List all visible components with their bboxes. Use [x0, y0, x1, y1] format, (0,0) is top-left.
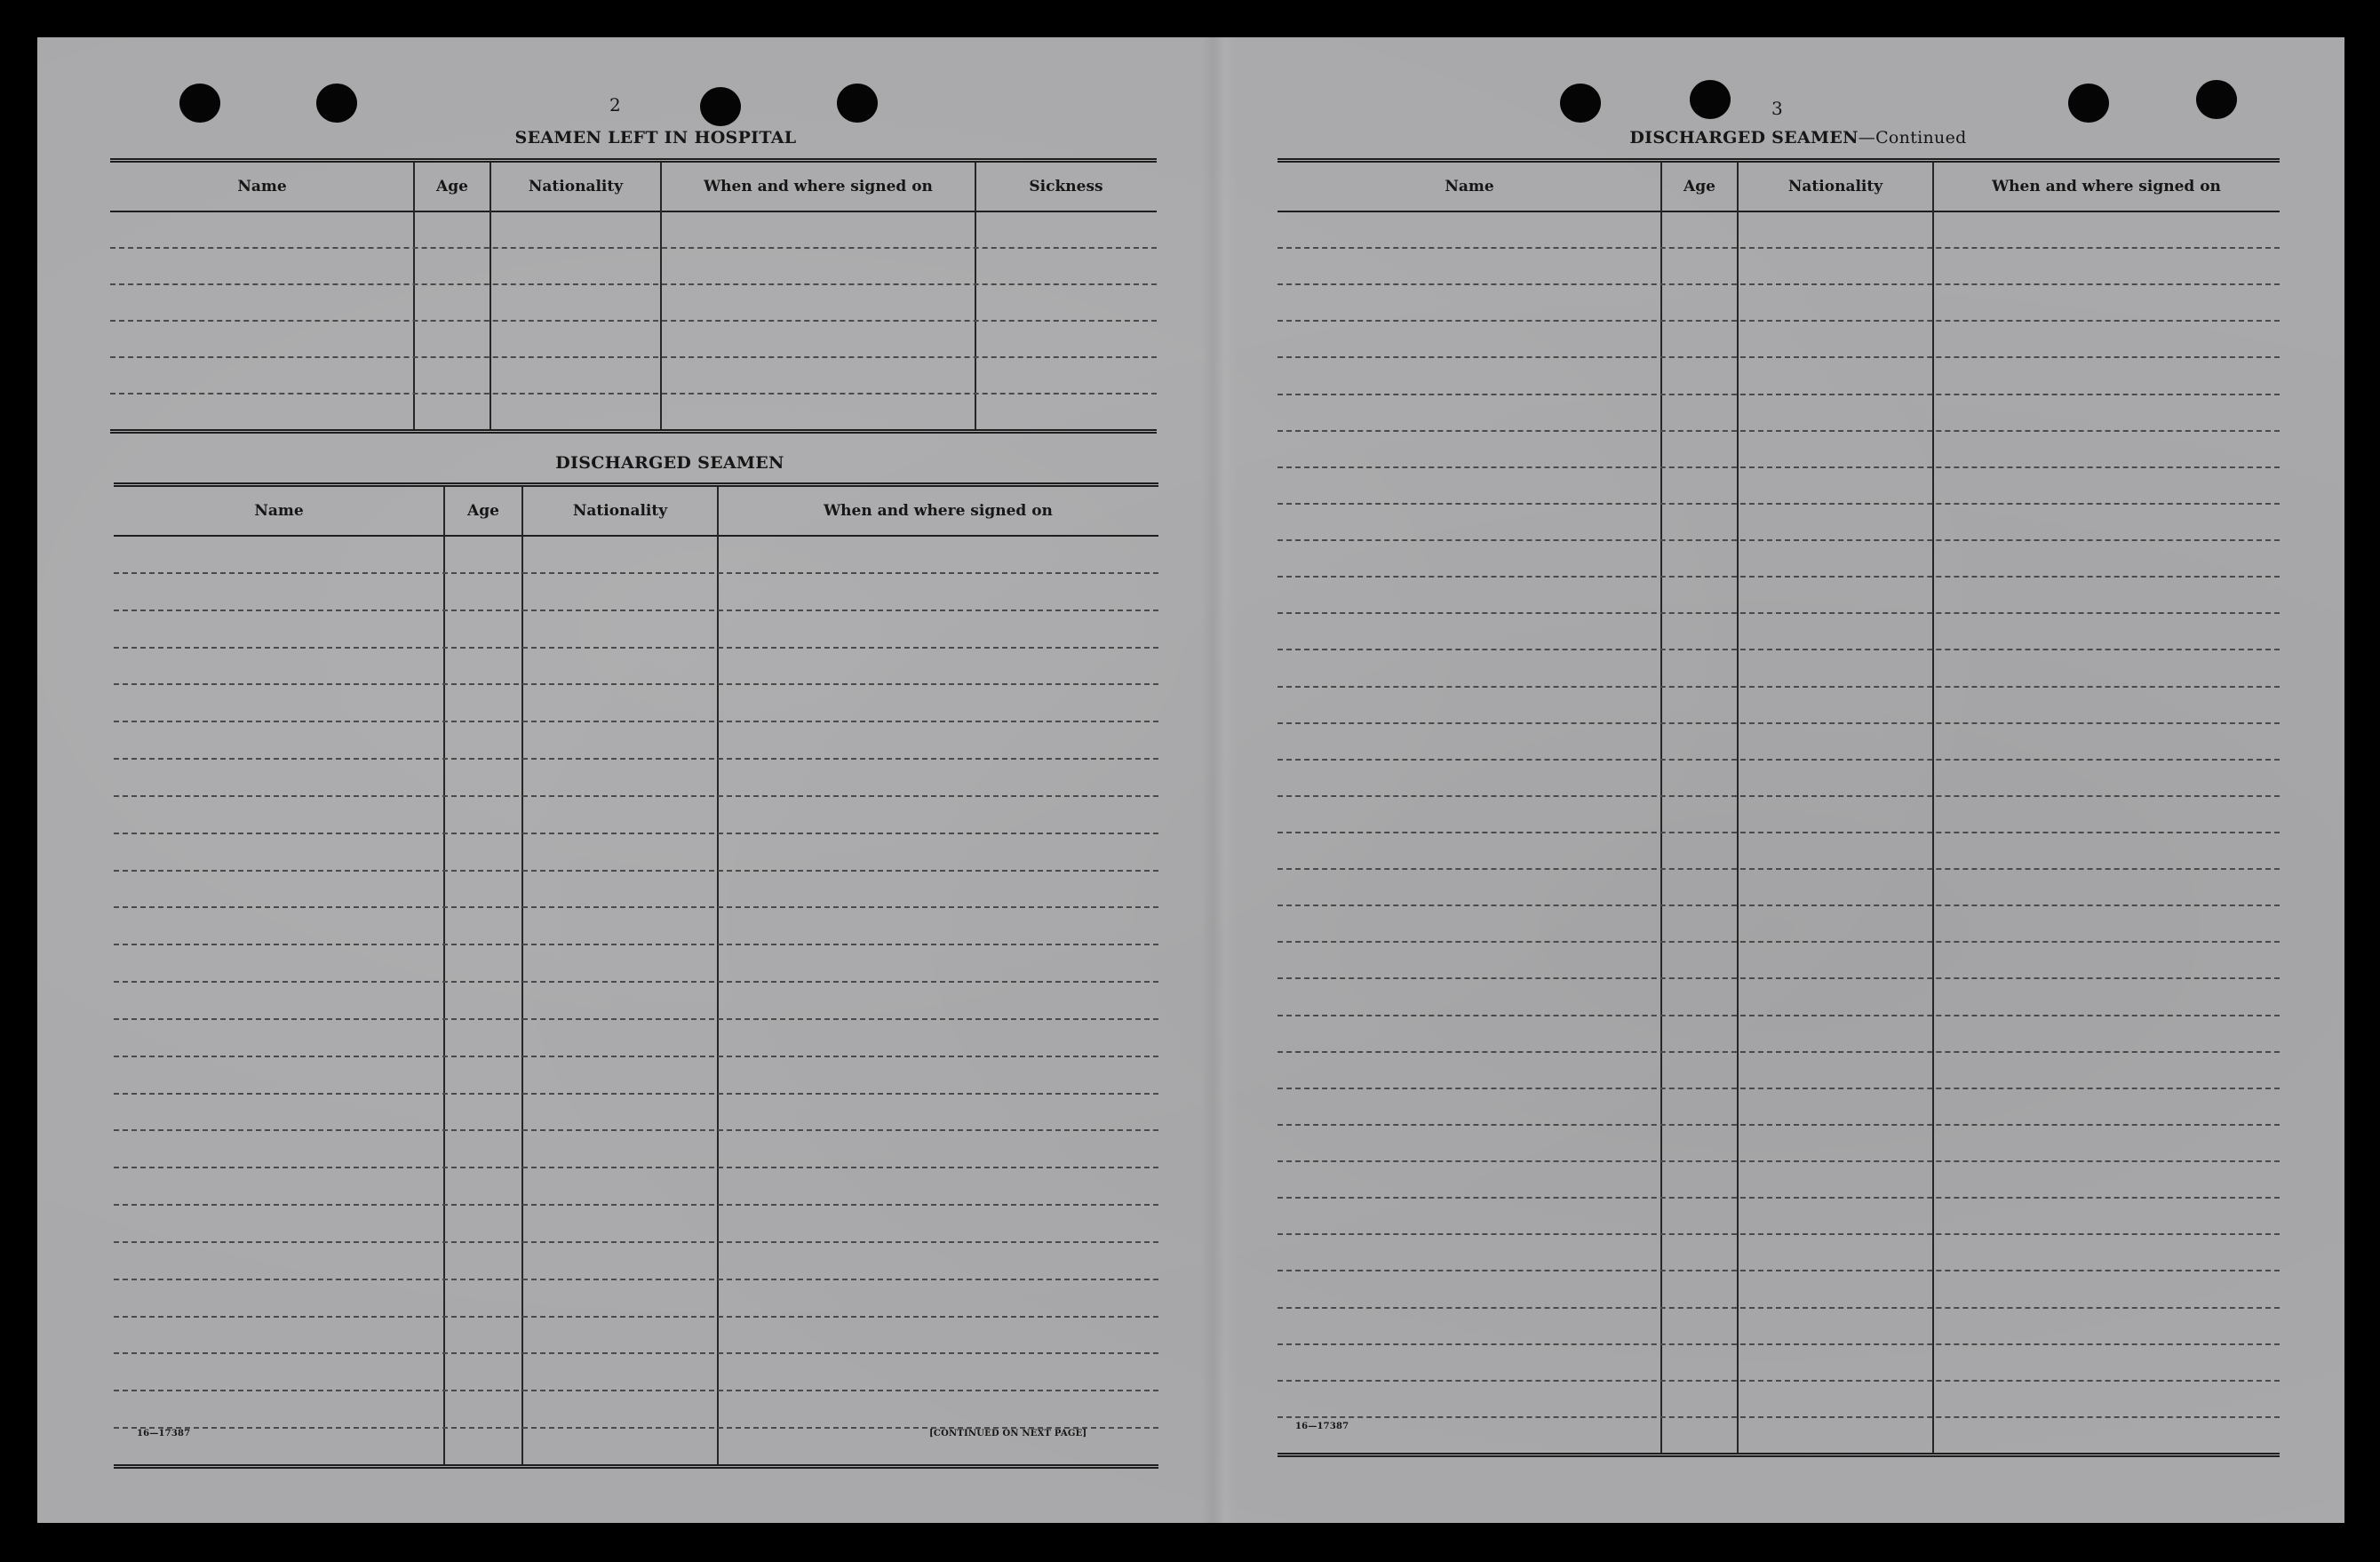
punch-hole: [1690, 80, 1731, 119]
hospital-table: [110, 158, 1157, 434]
table-row: [1278, 394, 2280, 395]
column-header: Nationality: [572, 502, 668, 520]
table-row: [114, 1129, 1158, 1131]
discharged-continued-title-suffix: —Continued: [1858, 128, 1967, 147]
table-row: [110, 283, 1157, 285]
table-row: [1278, 1160, 2280, 1162]
column-divider: [717, 487, 719, 1464]
punch-hole: [2068, 84, 2109, 123]
table-row: [114, 906, 1158, 908]
table-row: [1278, 1197, 2280, 1199]
table-row: [110, 247, 1157, 249]
table-row: [114, 1316, 1158, 1318]
table-row: [114, 610, 1158, 611]
table-row: [1278, 977, 2280, 979]
table-row: [114, 1390, 1158, 1391]
table-row: [114, 944, 1158, 945]
column-header: Name: [254, 502, 304, 520]
table-row: [1278, 1307, 2280, 1309]
table-row: [1278, 649, 2280, 650]
table-row: [1278, 576, 2280, 578]
table-row: [110, 356, 1157, 358]
punch-hole: [700, 87, 741, 126]
hospital-table-title: SEAMEN LEFT IN HOSPITAL: [514, 128, 797, 147]
table-row: [1278, 722, 2280, 724]
punch-hole: [837, 84, 878, 123]
table-row: [114, 572, 1158, 574]
table-row: [1278, 356, 2280, 358]
table-row: [114, 1279, 1158, 1280]
page-fold: [1201, 37, 1237, 1523]
column-divider: [975, 163, 976, 429]
column-header: When and where signed on: [704, 178, 933, 195]
punch-hole: [1560, 84, 1601, 123]
table-row: [114, 981, 1158, 983]
column-header: Age: [436, 178, 468, 195]
column-divider: [490, 163, 491, 429]
table-row: [1278, 832, 2280, 833]
column-header: Sickness: [1029, 178, 1103, 195]
table-row: [1278, 1270, 2280, 1271]
table-row: [1278, 941, 2280, 943]
table-row: [114, 647, 1158, 649]
table-row: [1278, 1343, 2280, 1345]
column-header: Age: [1684, 178, 1715, 195]
table-row: [1278, 795, 2280, 797]
table-row: [1278, 905, 2280, 906]
punch-hole: [316, 84, 357, 123]
table-row: [1278, 1088, 2280, 1089]
table-header: [110, 163, 1157, 212]
discharged-continued-title: [1540, 128, 2056, 147]
column-header: Nationality: [528, 178, 624, 195]
column-header: Nationality: [1787, 178, 1883, 195]
table-row: [114, 1204, 1158, 1206]
column-divider: [443, 487, 445, 1464]
table-row: [114, 1018, 1158, 1020]
table-row: [1278, 612, 2280, 614]
continued-note: [CONTINUED ON NEXT PAGE]: [929, 1429, 1087, 1438]
table-row: [1278, 283, 2280, 285]
discharged-table-title: DISCHARGED SEAMEN: [555, 453, 784, 473]
column-divider: [413, 163, 415, 429]
table-row: [1278, 430, 2280, 432]
column-header: Name: [1445, 178, 1494, 195]
table-header: [114, 487, 1158, 537]
column-header: When and where signed on: [1992, 178, 2221, 195]
table-row: [1278, 1015, 2280, 1016]
table-row: [1278, 686, 2280, 688]
table-row: [1278, 1380, 2280, 1382]
document-sheet: [37, 37, 2344, 1523]
table-row: [114, 1093, 1158, 1095]
table-row: [114, 870, 1158, 872]
table-row: [1278, 759, 2280, 761]
column-header: Name: [237, 178, 287, 195]
column-divider: [660, 163, 662, 429]
table-header: [1278, 163, 2280, 212]
table-row: [1278, 868, 2280, 870]
table-row: [1278, 1233, 2280, 1235]
table-row: [114, 683, 1158, 685]
column-header: When and where signed on: [824, 502, 1053, 520]
table-row: [1278, 320, 2280, 322]
column-divider: [521, 487, 523, 1464]
discharged-continued-title-main: DISCHARGED SEAMEN: [1629, 128, 1859, 147]
table-row: [110, 393, 1157, 394]
table-row: [1278, 466, 2280, 468]
punch-hole: [2196, 80, 2237, 119]
page-number-left: 2: [609, 94, 621, 116]
form-number-left: 16—17387: [137, 1429, 191, 1438]
table-row: [1278, 503, 2280, 505]
punch-hole: [179, 84, 220, 123]
discharged-table: [114, 482, 1158, 1469]
table-row: [1278, 1124, 2280, 1126]
table-row: [1278, 539, 2280, 541]
table-row: [114, 1241, 1158, 1243]
table-row: [114, 721, 1158, 722]
table-row: [1278, 247, 2280, 249]
table-row: [114, 1167, 1158, 1168]
page-number-right: 3: [1771, 98, 1783, 119]
table-row: [1278, 1416, 2280, 1418]
discharged-continued-table: [1278, 158, 2280, 1457]
table-row: [114, 1056, 1158, 1057]
table-row: [114, 795, 1158, 797]
table-row: [114, 1352, 1158, 1354]
table-row: [114, 833, 1158, 834]
table-row: [1278, 1051, 2280, 1053]
form-number-right: 16—17387: [1295, 1422, 1349, 1431]
table-row: [114, 758, 1158, 760]
table-row: [110, 320, 1157, 322]
column-header: Age: [467, 502, 499, 520]
